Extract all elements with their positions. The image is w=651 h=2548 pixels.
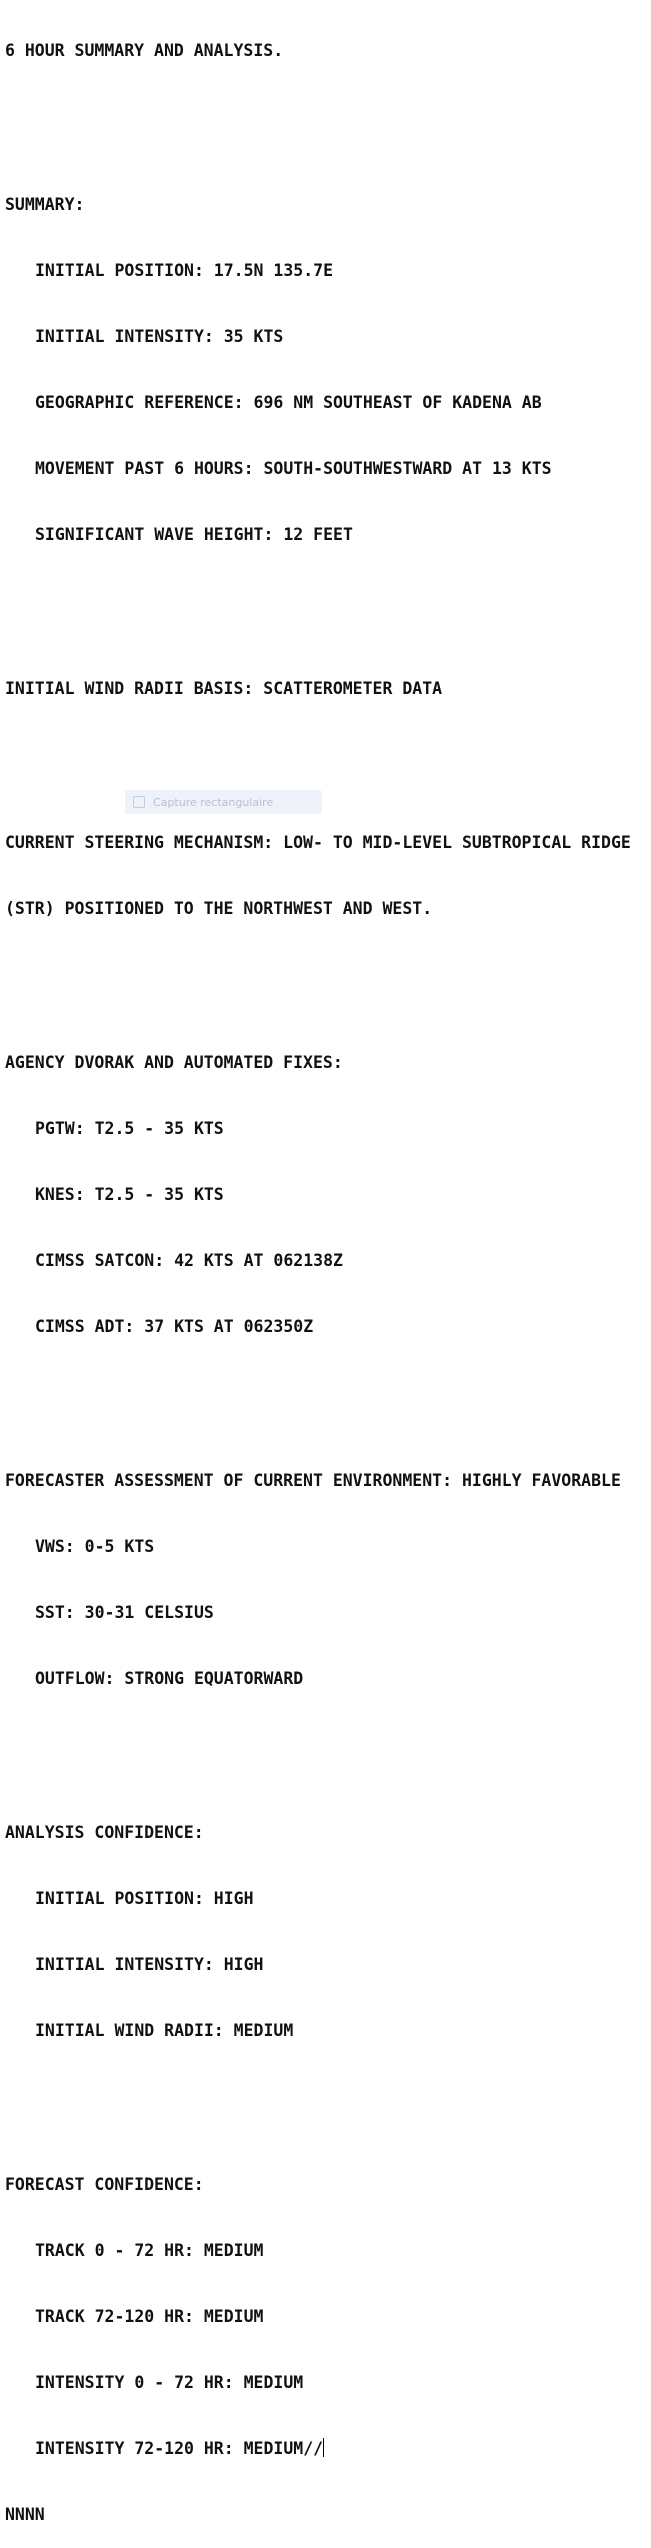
end-marker: NNNN [5, 2505, 45, 2524]
forecast-confidence-heading: FORECAST CONFIDENCE: [5, 2175, 204, 2194]
summary-line: SIGNIFICANT WAVE HEIGHT: 12 FEET [35, 525, 353, 544]
dvorak-line: CIMSS SATCON: 42 KTS AT 062138Z [35, 1251, 343, 1270]
bulletin-text [5, 0, 631, 2548]
analysis-confidence-line: INITIAL WIND RADII: MEDIUM [35, 2021, 294, 2040]
analysis-confidence-line: INITIAL POSITION: HIGH [35, 1889, 254, 1908]
document-title: 6 HOUR SUMMARY AND ANALYSIS. [5, 41, 284, 60]
analysis-confidence-heading: ANALYSIS CONFIDENCE: [5, 1823, 204, 1842]
steering-line: (STR) POSITIONED TO THE NORTHWEST AND WEST. [5, 899, 433, 918]
steering-line: CURRENT STEERING MECHANISM: LOW- TO MID-LEVEL SUBTROPICAL RIDGE [5, 833, 631, 852]
summary-line: GEOGRAPHIC REFERENCE: 696 NM SOUTHEAST OF KADENA AB [35, 393, 542, 412]
wind-radii-basis: INITIAL WIND RADII BASIS: SCATTEROMETER DATA [5, 679, 443, 698]
dvorak-line: CIMSS ADT: 37 KTS AT 062350Z [35, 1317, 314, 1336]
dvorak-heading: AGENCY DVORAK AND AUTOMATED FIXES: [5, 1053, 343, 1072]
forecast-confidence-line-last[interactable] [5, 2438, 631, 2460]
summary-heading: SUMMARY: [5, 195, 85, 214]
text-cursor [323, 2438, 324, 2457]
environment-line: SST: 30-31 CELSIUS [35, 1603, 214, 1622]
capture-rectangle-label: Capture rectangulaire [153, 795, 274, 809]
summary-line: INITIAL INTENSITY: 35 KTS [35, 327, 284, 346]
capture-rectangle-tooltip[interactable] [125, 790, 322, 814]
summary-line: INITIAL POSITION: 17.5N 135.7E [35, 261, 334, 280]
dvorak-line: PGTW: T2.5 - 35 KTS [35, 1119, 224, 1138]
forecast-confidence-line: INTENSITY 0 - 72 HR: MEDIUM [35, 2373, 304, 2392]
forecast-confidence-line-text: INTENSITY 72-120 HR: MEDIUM// [35, 2439, 324, 2458]
forecast-confidence-line: TRACK 0 - 72 HR: MEDIUM [35, 2241, 264, 2260]
environment-heading: FORECASTER ASSESSMENT OF CURRENT ENVIRONMENT: HIGHLY FAVORABLE [5, 1471, 621, 1490]
analysis-confidence-line: INITIAL INTENSITY: HIGH [35, 1955, 264, 1974]
capture-rectangle-icon [133, 796, 145, 808]
environment-line: VWS: 0-5 KTS [35, 1537, 155, 1556]
summary-line: MOVEMENT PAST 6 HOURS: SOUTH-SOUTHWESTWARD AT 13 KTS [35, 459, 552, 478]
environment-line: OUTFLOW: STRONG EQUATORWARD [35, 1669, 304, 1688]
forecast-confidence-line: TRACK 72-120 HR: MEDIUM [35, 2307, 264, 2326]
dvorak-line: KNES: T2.5 - 35 KTS [35, 1185, 224, 1204]
